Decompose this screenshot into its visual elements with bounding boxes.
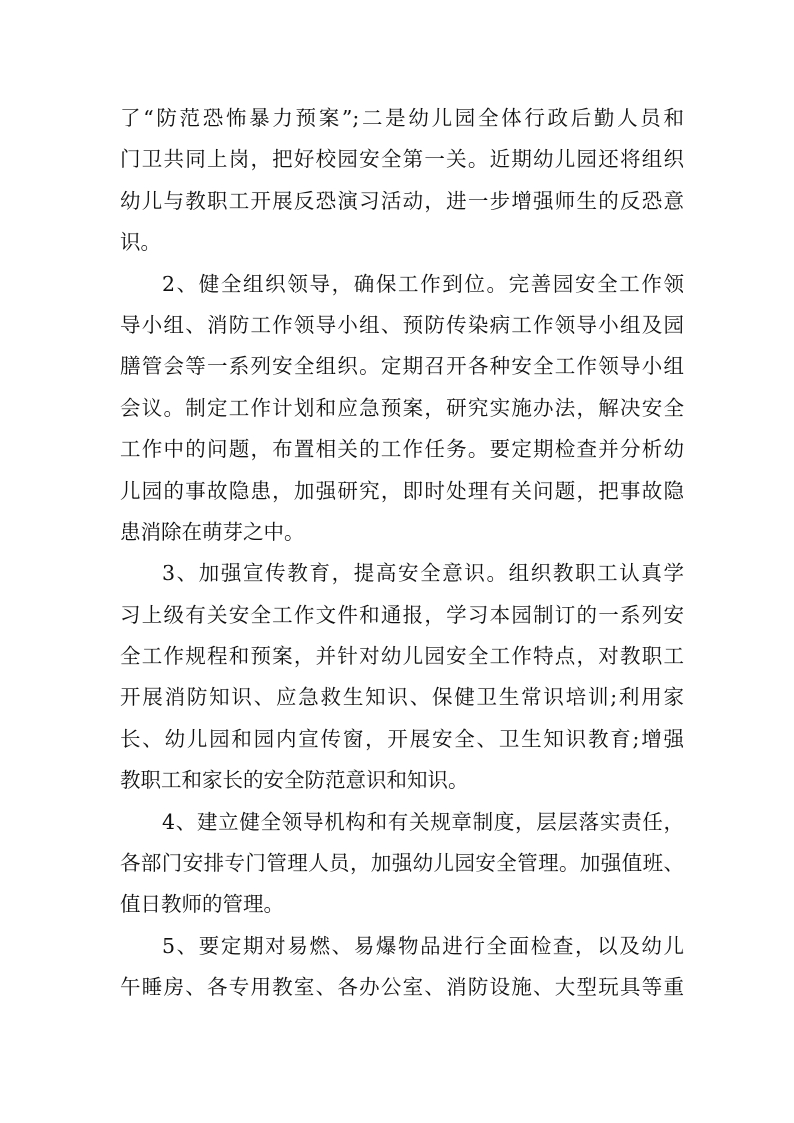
text-line: 工作中的问题，布置相关的工作任务。要定期检查并分析幼: [120, 437, 684, 462]
text-line: 了“防范恐怖暴力预案”;二是幼儿园全体行政后勤人员和: [120, 106, 684, 130]
text-line: 识。: [120, 230, 161, 255]
text-line: 午睡房、各专用教室、各办公室、消防设施、大型玩具等重: [120, 975, 684, 1000]
text-line: 全工作规程和预案，并针对幼儿园安全工作特点，对教职工: [120, 644, 684, 669]
paragraph-5-first-line: 5、要定期对易燃、易爆物品进行全面检查，以及幼儿: [162, 933, 684, 958]
text-line: 值日教师的管理。: [120, 892, 284, 917]
text-line: 导小组、消防工作领导小组、预防传染病工作领导小组及园: [120, 312, 684, 337]
text-line: 习上级有关安全工作文件和通报，学习本园制订的一系列安: [120, 602, 684, 627]
text-line: 会议。制定工作计划和应急预案，研究实施办法，解决安全: [120, 395, 684, 420]
body-text: [120, 98, 684, 1009]
text-line: 教职工和家长的安全防范意识和知识。: [120, 768, 469, 793]
text-line: 开展消防知识、应急救生知识、保健卫生常识培训;利用家: [120, 685, 684, 710]
text-line: 膳管会等一系列安全组织。定期召开各种安全工作领导小组: [120, 354, 684, 379]
text-line: 各部门安排专门管理人员，加强幼儿园安全管理。加强值班、: [120, 851, 684, 876]
text-line: 门卫共同上岗，把好校园安全第一关。近期幼儿园还将组织: [120, 147, 684, 172]
paragraph-4-first-line: 4、建立健全领导机构和有关规章制度，层层落实责任，: [162, 809, 684, 834]
paragraph-3-first-line: 3、加强宣传教育，提高安全意识。组织教职工认真学: [162, 561, 684, 586]
text-line: 幼儿与教职工开展反恐演习活动，进一步增强师生的反恐意: [120, 188, 684, 213]
text-line: 儿园的事故隐患，加强研究，即时处理有关问题，把事故隐: [120, 478, 684, 503]
text-line: 长、幼儿园和园内宣传窗，开展安全、卫生知识教育;增强: [120, 726, 684, 751]
text-line: 患消除在萌芽之中。: [120, 519, 305, 544]
paragraph-2-first-line: 2、健全组织领导，确保工作到位。完善园安全工作领: [162, 271, 684, 296]
